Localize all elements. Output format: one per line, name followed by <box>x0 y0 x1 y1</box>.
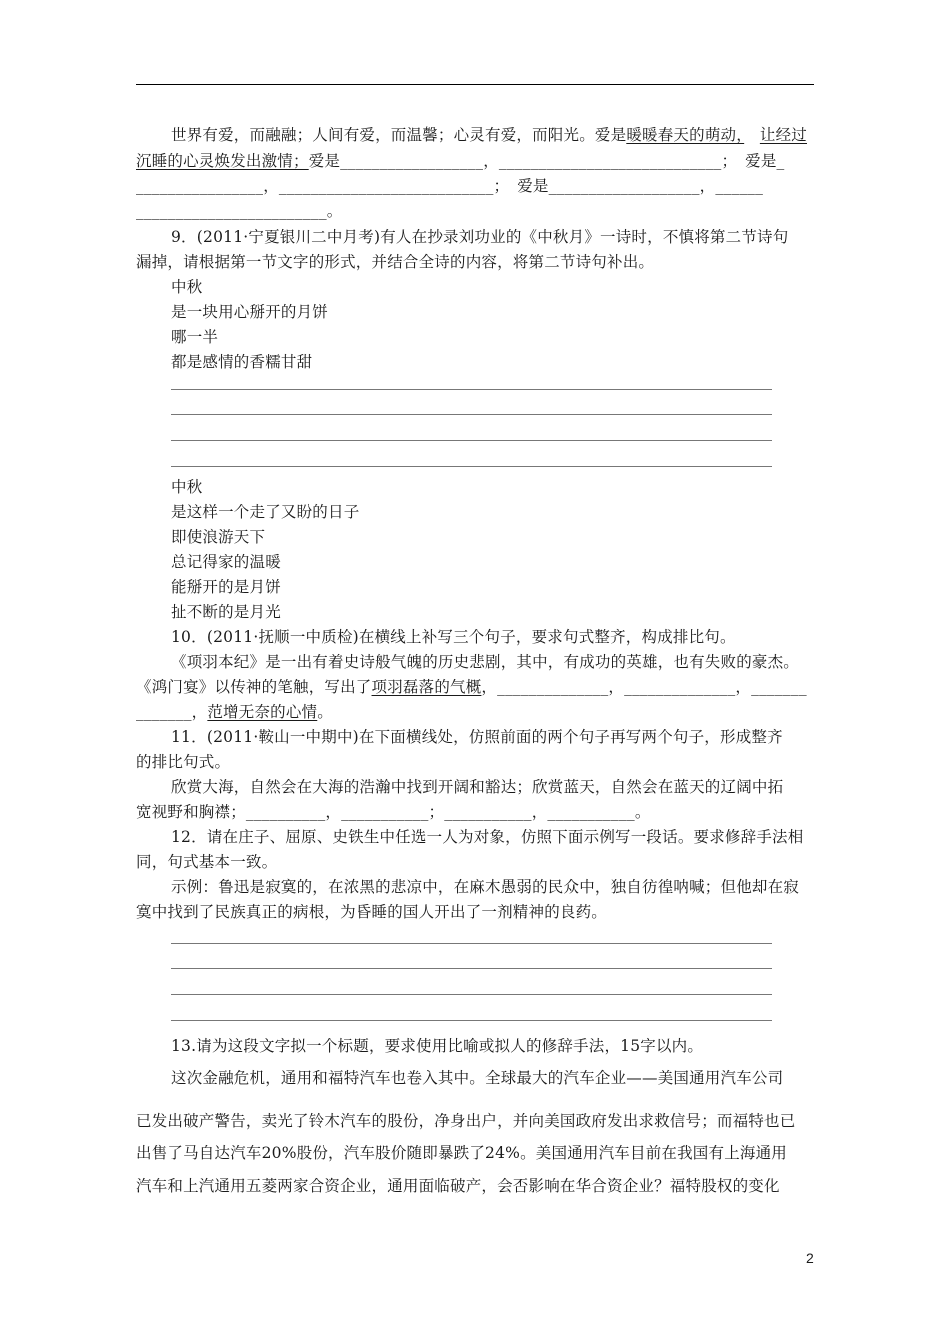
q11-title: 11．(2011·鞍山一中期中)在下面横线处，仿照前面的两个句子再写两个句子，形成整齐 <box>171 728 783 746</box>
q13-paragraph-line: 出售了马自达汽车20%股份，汽车股价随即暴跌了24%。美国通用汽车目前在我国有上海通用 <box>136 1144 788 1162</box>
q8-blanks[interactable]: 爱是__________________，____________________________； 爱是_ <box>308 152 785 170</box>
answer-line[interactable] <box>171 943 772 944</box>
q10-example-underlined-2: 范增无奈的心情 <box>207 703 318 721</box>
answer-line[interactable] <box>171 440 772 441</box>
q9-stanza1-line: 中秋 <box>171 278 203 296</box>
q8-line2 <box>136 150 785 172</box>
header-rule <box>136 84 814 85</box>
q8-example-underlined-3: 沉睡的心灵焕发出激情； <box>136 152 309 170</box>
q8-line1 <box>171 124 807 146</box>
answer-line[interactable] <box>171 389 772 390</box>
q10-line4 <box>136 701 333 723</box>
q9-stanza3-line: 能掰开的是月饼 <box>171 578 281 596</box>
q12-title: 12．请在庄子、屈原、史铁生中任选一人为对象，仿照下面示例写一段话。要求修辞手法相 <box>171 828 804 846</box>
answer-line[interactable] <box>171 968 772 969</box>
q10-blank-end[interactable]: _______， <box>136 703 208 721</box>
q11-blanks[interactable]: 宽视野和胸襟；__________，___________；___________，___________。 <box>136 803 651 821</box>
answer-line[interactable] <box>171 466 772 467</box>
q11-title-cont: 的排比句式。 <box>136 753 231 771</box>
q10-example-underlined: 项羽磊落的气概 <box>371 678 482 696</box>
answer-line[interactable] <box>171 414 772 415</box>
q9-stanza3-line: 扯不断的是月光 <box>171 603 281 621</box>
q10-line3 <box>136 676 807 698</box>
q13-paragraph-line: 这次金融危机，通用和福特汽车也卷入其中。全球最大的汽车企业——美国通用汽车公司 <box>171 1069 784 1087</box>
answer-line[interactable] <box>171 1020 772 1021</box>
q9-stanza3-line: 中秋 <box>171 478 203 496</box>
q10-blanks[interactable]: ，______________，______________，_______ <box>481 678 807 696</box>
q10-text-a: 《鸿门宴》以传神的笔触，写出了 <box>136 678 372 696</box>
q8-line4[interactable]: ________________________。 <box>136 202 343 220</box>
q9-stanza1-line: 哪一半 <box>171 328 219 346</box>
q9-stanza1-line: 是一块用心掰开的月饼 <box>171 303 329 321</box>
q9-title: 9．(2011·宁夏银川二中月考)有人在抄录刘功业的《中秋月》一诗时，不慎将第二节诗句 <box>171 228 789 246</box>
q9-stanza3-line: 是这样一个走了又盼的日子 <box>171 503 360 521</box>
q12-example: 示例：鲁迅是寂寞的，在浓黑的悲凉中，在麻木愚弱的民众中，独自彷徨呐喊；但他却在寂 <box>171 878 800 896</box>
q8-line3[interactable]: ________________，___________________________； 爱是___________________，______ <box>136 177 764 195</box>
q8-example-underlined: 暖暖春天的萌动， <box>626 126 745 144</box>
q9-stanza3-line: 即使浪游天下 <box>171 528 266 546</box>
q9-stanza3-line: 总记得家的温暖 <box>171 553 281 571</box>
q9-title-cont: 漏掉，请根据第一节文字的形式，并结合全诗的内容，将第二节诗句补出。 <box>136 253 655 271</box>
page-number: 2 <box>806 1250 814 1266</box>
q12-example-cont: 寞中找到了民族真正的病根，为昏睡的国人开出了一剂精神的良药。 <box>136 903 608 921</box>
q13-title: 13.请为这段文字拟一个标题，要求使用比喻或拟人的修辞手法，15字以内。 <box>171 1037 704 1055</box>
answer-line[interactable] <box>171 994 772 995</box>
q10-period: 。 <box>317 703 333 721</box>
q10-text: 《项羽本纪》是一出有着史诗般气魄的历史悲剧，其中，有成功的英雄，也有失败的豪杰。 <box>171 653 800 671</box>
q8-text: 世界有爱，而融融；人间有爱，而温馨；心灵有爱，而阳光。爱是 <box>171 126 627 144</box>
q13-paragraph-line: 汽车和上汽通用五菱两家合资企业，通用面临破产，会否影响在华合资企业？福特股权的变化 <box>136 1177 780 1195</box>
q10-title: 10．(2011·抚顺一中质检)在横线上补写三个句子，要求句式整齐，构成排比句。 <box>171 628 736 646</box>
q13-paragraph-line: 已发出破产警告，卖光了铃木汽车的股份，净身出户，并向美国政府发出求救信号；而福特也已 <box>136 1112 796 1130</box>
q8-example-underlined-2: 让经过 <box>759 126 807 144</box>
q12-title-cont: 同，句式基本一致。 <box>136 853 278 871</box>
q9-stanza1-line: 都是感情的香糯甘甜 <box>171 353 313 371</box>
q11-text: 欣赏大海，自然会在大海的浩瀚中找到开阔和豁达；欣赏蓝天，自然会在蓝天的辽阔中拓 <box>171 778 784 796</box>
